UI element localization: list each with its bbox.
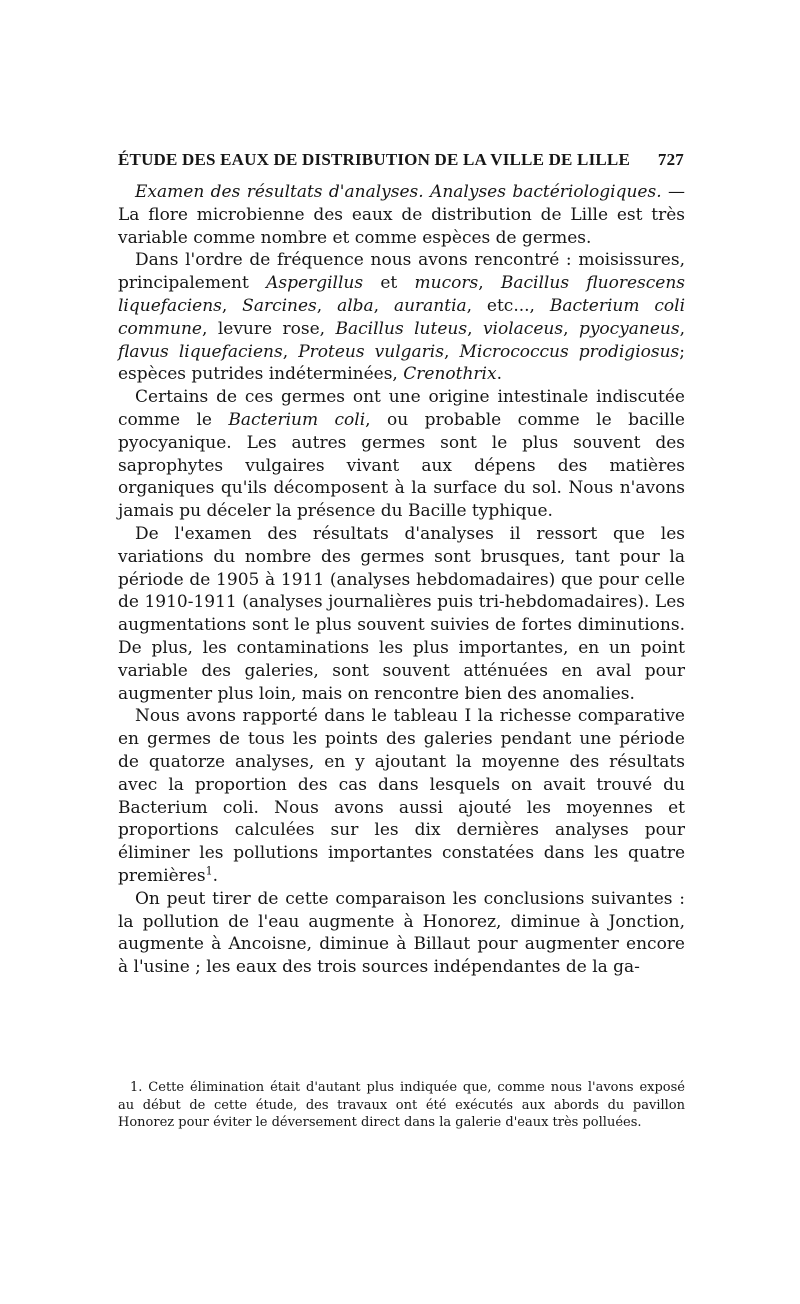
paragraph: On peut tirer de cette comparaison les conclusions suivantes : la pollution de l'eau augmente à Honorez, diminue à Jonction, augmente à Ancoisne, diminue à Billaut pour augmenter encore à l'usine ; les eaux des trois sources indépendantes de la ga- <box>118 888 685 978</box>
footnote-text: Cette élimination était d'autant plus indiquée que, comme nous l'avons exposé au début de cette étude, des travaux ont été exécutés aux abords du pavillon Honorez pour éviter le déversement direct dans la galerie d'eaux très polluées. <box>118 1080 685 1130</box>
body-text <box>118 181 685 979</box>
footnote <box>118 1079 685 1132</box>
paragraph: Nous avons rapporté dans le tableau I la richesse comparative en germes de tous les points des galeries pendant une période de quatorze analyses, en y ajoutant la moyenne des résultats avec la proportion des cas dans lesquels on avait trouvé du Bacterium coli. Nous avons aussi ajouté les moyennes et proportions calculées sur les dix dernières analyses pour éliminer les pollutions importantes constatées dans les quatre premières$^1$. <box>118 706 685 886</box>
footnote-number: 1. <box>130 1080 143 1095</box>
running-title: ÉTUDE DES EAUX DE DISTRIBUTION DE LA VILLE DE LILLE <box>118 150 631 169</box>
section-heading: Examen des résultats d'analyses. Analyses bactériologiques. <box>135 182 662 202</box>
page-number: 727 <box>657 150 684 169</box>
paragraph: Certains de ces germes ont une origine intestinale indiscutée comme le Bacterium coli, ou probable comme le bacille pyocyanique. Les autres germes sont le plus souvent des saprophytes vulgaires vivant aux dépens des matières organiques qu'ils décomposent à la surface du sol. Nous n'avons jamais pu déceler la présence du Bacille typhique. <box>118 387 685 522</box>
paragraph: De l'examen des résultats d'analyses il ressort que les variations du nombre des germes sont brusques, tant pour la période de 1905 à 1911 (analyses hebdomadaires) que pour celle de 1910-1911 (analyses journalières puis tri-hebdomadaires). Les augmentations sont le plus souvent suivies de fortes diminutions. De plus, les contaminations les plus importantes, en un point variable des galeries, sont souvent atténuées en aval pour augmenter plus loin, mais on rencontre bien des anomalies. <box>118 523 685 704</box>
paragraph: Examen des résultats d'analyses. Analyses bactériologiques. — La flore microbienne des eaux de distribution de Lille est très variable comme nombre et comme espèces de germes. <box>118 182 686 248</box>
paragraph: Dans l'ordre de fréquence nous avons rencontré : moisissures, principalement Aspergillus et mucors, Bacillus fluorescens liquefaciens, Sarcines, alba, aurantia, etc..., Bacterium coli commune, levure rose, Bacillus luteus, violaceus, pyocyaneus, flavus liquefaciens, Proteus vulgaris, Micrococcus prodigiosus; espèces putrides indéterminées, Crenothrix. <box>118 250 686 385</box>
footnote-reference[interactable]: 1 <box>205 864 213 878</box>
